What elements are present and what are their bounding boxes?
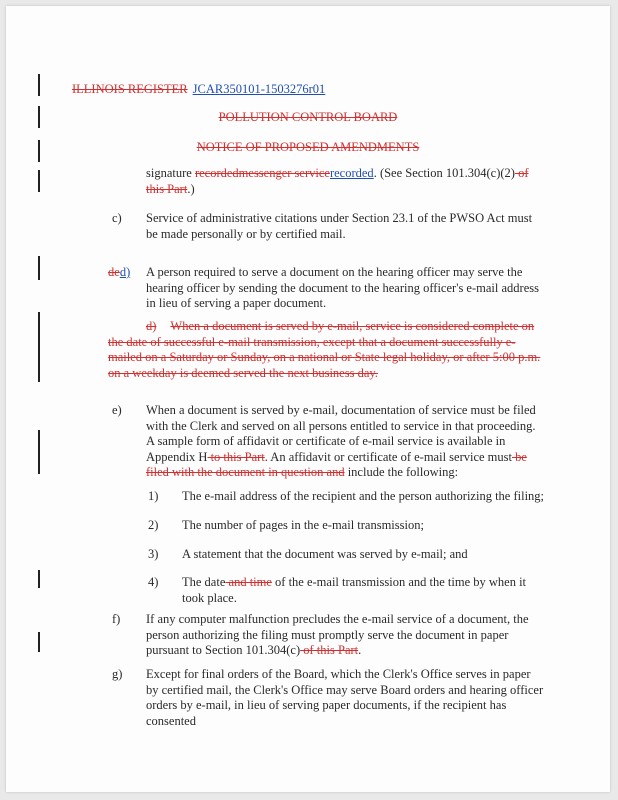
item-g-label: g) [112, 667, 123, 681]
board-header [6, 110, 610, 126]
deleted-text: of this Part [146, 166, 529, 196]
revision-bar [38, 256, 40, 280]
item-d-label [108, 265, 130, 281]
revision-bar [38, 312, 40, 382]
deleted-text: be filed with the document in question and [146, 449, 527, 479]
item-f-text [146, 612, 541, 659]
deleted-text: to this Part [207, 449, 265, 464]
revision-bar [38, 570, 40, 588]
text-span: include the following: [344, 465, 459, 479]
inserted-text: d) [119, 265, 131, 279]
text-span: . [358, 643, 362, 657]
notice-deleted: NOTICE OF PROPOSED AMENDMENTS [196, 140, 420, 154]
item-e-label: e) [112, 403, 122, 417]
deleted-text: of this Part [300, 643, 359, 657]
item-e-text [146, 403, 544, 481]
list-item-number: 2) [148, 518, 159, 532]
text-span: If any computer malfunction precludes the e-mail service of a document, the person authorizing the filing must promptly serve the document in paper pursuant to Section 101.304(c) [146, 612, 529, 657]
continuation-paragraph [146, 166, 541, 197]
notice-header [6, 140, 610, 156]
board-deleted: POLLUTION CONTROL BOARD [218, 110, 398, 124]
item-d-text: A person required to serve a document on the hearing officer may serve the hearing officer by sending the document to the hearing officer's e-mail address in lieu of serving a paper document. [146, 265, 539, 310]
text-span: . An affidavit or certificate of e-mail service must [264, 449, 512, 464]
register-header [72, 82, 325, 98]
revision-bar [38, 632, 40, 652]
deleted-paragraph-d [108, 319, 548, 381]
revision-bar [38, 74, 40, 96]
text-span: When a document is served by e-mail, documentation of service must be filed with the Clerk and served on all persons entitled to service in that proceeding. A sample form of affidavit or certificate of e-mail service is available in Appendix H [146, 403, 536, 464]
list-item-number: 4) [148, 575, 159, 589]
revision-bar [38, 430, 40, 474]
deleted-text: and time [225, 575, 272, 589]
revision-bar [38, 170, 40, 192]
list-item-number: 3) [148, 547, 159, 561]
register-deleted: ILLINOIS REGISTER [72, 82, 188, 96]
item-f-label: f) [112, 612, 121, 626]
list-item-number: 1) [148, 489, 159, 503]
deleted-text: recordedmessenger service [194, 166, 330, 180]
list-item-text [182, 575, 542, 606]
text-span: signature [146, 166, 195, 180]
inserted-text: recorded [329, 166, 374, 180]
deleted-text: de [108, 265, 120, 279]
text-span: . (See Section 101.304(c)(2) [373, 166, 515, 180]
document-page [6, 6, 610, 792]
text-span: The date [182, 575, 226, 589]
item-g-text: Except for final orders of the Board, which the Clerk's Office serves in paper by certified mail, the Clerk's Office may serve Board orders and hearing officer orders by e-mail, in lieu of serving paper documents, if the recipient has consented [146, 667, 544, 728]
text-span: .) [187, 181, 195, 196]
text-span: of the e-mail transmission and the time by when it took place. [182, 575, 527, 605]
list-item-text: The number of pages in the e-mail transmission; [182, 518, 424, 532]
item-c-label: c) [112, 211, 122, 225]
list-item-text: A statement that the document was served by e-mail; and [182, 547, 468, 561]
deleted-label: d) [146, 319, 157, 333]
register-inserted: JCAR350101-1503276r01 [192, 82, 326, 96]
list-item-text: The e-mail address of the recipient and the person authorizing the filing; [182, 489, 545, 503]
deleted-text: When a document is served by e-mail, service is considered complete on the date of successful e-mail transmission, except that a document successfully e-mailed on a Saturday or Sunday, on a national or State legal holiday, or after 5:00 p.m. on a weekday is deemed served the next business day. [108, 319, 541, 380]
item-c-text: Service of administrative citations under Section 23.1 of the PWSO Act must be made personally or by certified mail. [146, 211, 533, 241]
